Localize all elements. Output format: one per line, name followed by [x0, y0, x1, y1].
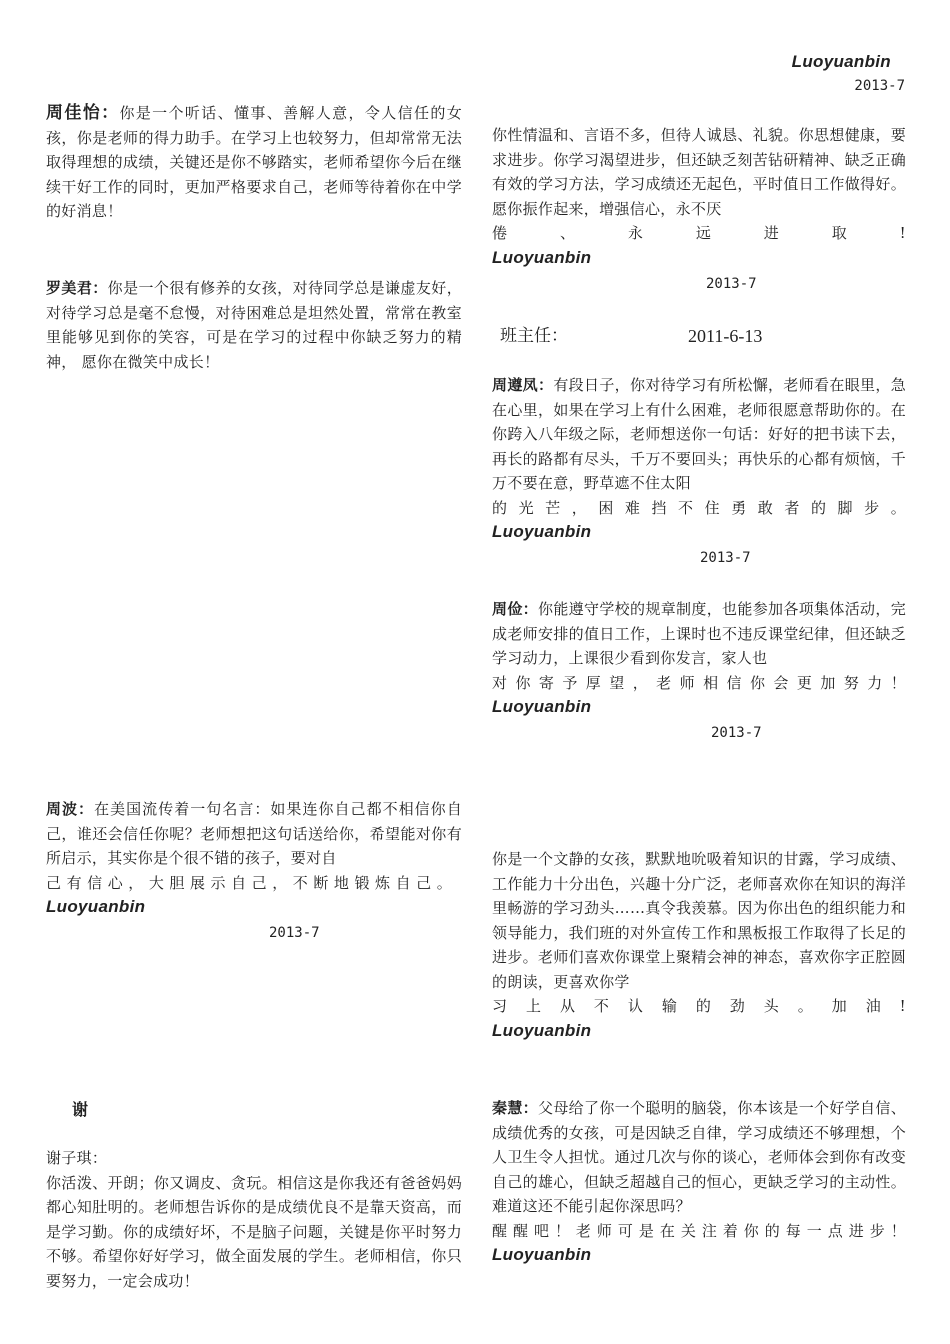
comment-zhou-jian	[492, 597, 906, 743]
student-name: 秦慧：	[492, 1099, 539, 1117]
signature: Luoyuanbin	[791, 52, 891, 71]
date: 2013-7	[706, 275, 757, 292]
comment-zhou-bo	[46, 797, 462, 943]
date: 2013-7	[711, 725, 762, 741]
comment-zhou-jiayi	[46, 101, 462, 224]
teacher-header	[500, 323, 900, 349]
comment-zhou-zunfeng	[492, 373, 906, 568]
comment-body	[46, 101, 462, 224]
comment-body: 你是一个文静的女孩，默默地吮吸着知识的甘露，学习成绩、工作能力十分出色，兴趣十分广泛，老师喜欢你在知识的海洋里畅游的学习劲头……真令我羡慕。因为你出色的组织能力和领导能力，我们班的对外宣传工作和黑板报工作取得了长足的进步。老师们喜欢你课堂上聚精会神的神态，喜欢你字正腔圆的朗读，更喜欢你学	[492, 850, 906, 991]
comment-qin-hui	[492, 1096, 906, 1267]
comment-last-line: 的 光 芒 ， 困 难 挡 不 住 勇 敢 者 的 脚 步 。	[492, 498, 906, 517]
signature: Luoyuanbin	[492, 1245, 592, 1264]
student-name: 周遵凤：	[492, 376, 554, 394]
comment-text: 在美国流传着一句名言：如果连你自己都不相信你自己，谁还会信任你呢？老师想把这句话送给你，希望能对你有所启示，其实你是个很不错的孩子，要对自	[46, 800, 463, 867]
comment-quiet-girl	[492, 847, 906, 1043]
comment-last-line: 己 有 信 心 ， 大 胆 展 示 自 己 ， 不 断 地 锻 炼 自 己 。	[46, 873, 452, 892]
comment-body	[492, 373, 906, 496]
comment-text: 你能遵守学校的规章制度，也能参加各项集体活动，完成老师安排的值日工作，上课时也不违反课堂纪律，但还缺乏学习动力，上课很少看到你发言，家人也	[492, 600, 907, 667]
date: 2013-7	[700, 550, 751, 566]
comment-text: 你是一个听话、懂事、善解人意，令人信任的女孩，你是老师的得力助手。在学习上也较努力，但却常常无法取得理想的成绩，关键还是你不够踏实，老师希望你今后在继续干好工作的同时，更加严格要求自己，老师等待着你在中学的好消息！	[46, 104, 462, 220]
comment-text: 有段日子，你对待学习有所松懈，老师看在眼里，急在心里，如果在学习上有什么困难，老师很愿意帮助你的。在你跨入八年级之际，老师想送你一句话：好好的把书读下去，再长的路都有尽头，千万不要回头；再快乐的心都有烦恼，千万不要在意，野草遮不住太阳	[492, 376, 906, 492]
comment-body	[46, 797, 462, 871]
comment-last-line: 醒 醒 吧 ！ 老 师 可 是 在 关 注 着 你 的 每 一 点 进 步 ！	[492, 1221, 906, 1240]
comment-last-line: 对 你 寄 予 厚 望 ， 老 师 相 信 你 会 更 加 努 力 ！	[492, 673, 906, 692]
student-name: 周波：	[46, 800, 95, 818]
signature: Luoyuanbin	[492, 522, 592, 541]
comment-body	[492, 1096, 906, 1219]
xie-heading: 谢	[72, 1100, 89, 1119]
student-name: 周俭：	[492, 600, 539, 618]
comment-body: 你活泼、开朗；你又调皮、贪玩。相信这是你我还有爸爸妈妈都心知肚明的。老师想告诉你的是成绩优良不是靠天资高，而是学习勤。你的成绩好坏，不是脑子问题，关键是你平时努力不够。希望你好好学习，做全面发展的学生。老师相信，你只要努力，一定会成功！	[46, 1173, 462, 1290]
signature: Luoyuanbin	[492, 247, 592, 267]
comment-xie-ziqi	[46, 1146, 462, 1293]
comment-last-line: 习 上 从 不 认 输 的 劲 头 。 加 油 !	[492, 997, 906, 1015]
student-name: 罗美君：	[46, 279, 108, 297]
signature: Luoyuanbin	[492, 697, 592, 716]
student-name: 周佳怡：	[46, 103, 120, 123]
student-name: 谢子琪：	[46, 1149, 108, 1167]
comment-luo-meijun	[46, 276, 462, 374]
teacher-date: 2011-6-13	[688, 326, 763, 346]
top-signature-block	[700, 50, 905, 96]
comment-temperament	[492, 123, 906, 294]
date: 2013-7	[269, 925, 320, 941]
comment-last-line: 倦 、 永 远 进 取 !	[492, 224, 906, 242]
comment-body	[46, 276, 462, 374]
signature: Luoyuanbin	[492, 1020, 592, 1040]
date: 2013-7	[854, 78, 905, 94]
comment-text: 你是一个很有修养的女孩，对待同学总是谦虚友好，对待学习总是毫不怠慢，对待困难总是坦然处置，常常在教室里能够见到你的笑容，可是在学习的过程中你缺乏努力的精神， 愿你在微笑中成长！	[46, 279, 463, 371]
comment-body: 你性情温和、言语不多，但待人诚恳、礼貌。你思想健康，要求进步。你学习渴望进步，但还缺乏刻苦钻研精神、缺乏正确有效的学习方法，学习成绩还无起色，平时值日工作做得好。愿你振作起来，增强信心，永不厌	[492, 126, 906, 218]
teacher-label: 班主任：	[500, 326, 568, 346]
signature: Luoyuanbin	[46, 897, 146, 916]
comment-body	[492, 597, 906, 671]
comment-text: 父母给了你一个聪明的脑袋，你本该是一个好学自信、成绩优秀的女孩，可是因缺乏自律，学习成绩还不够理想，个人卫生令人担忧。通过几次与你的谈心，老师体会到你有改变自己的雄心，但缺乏超越自己的恒心，更缺乏学习的主动性。难道这还不能引起你深思吗？	[492, 1099, 907, 1215]
